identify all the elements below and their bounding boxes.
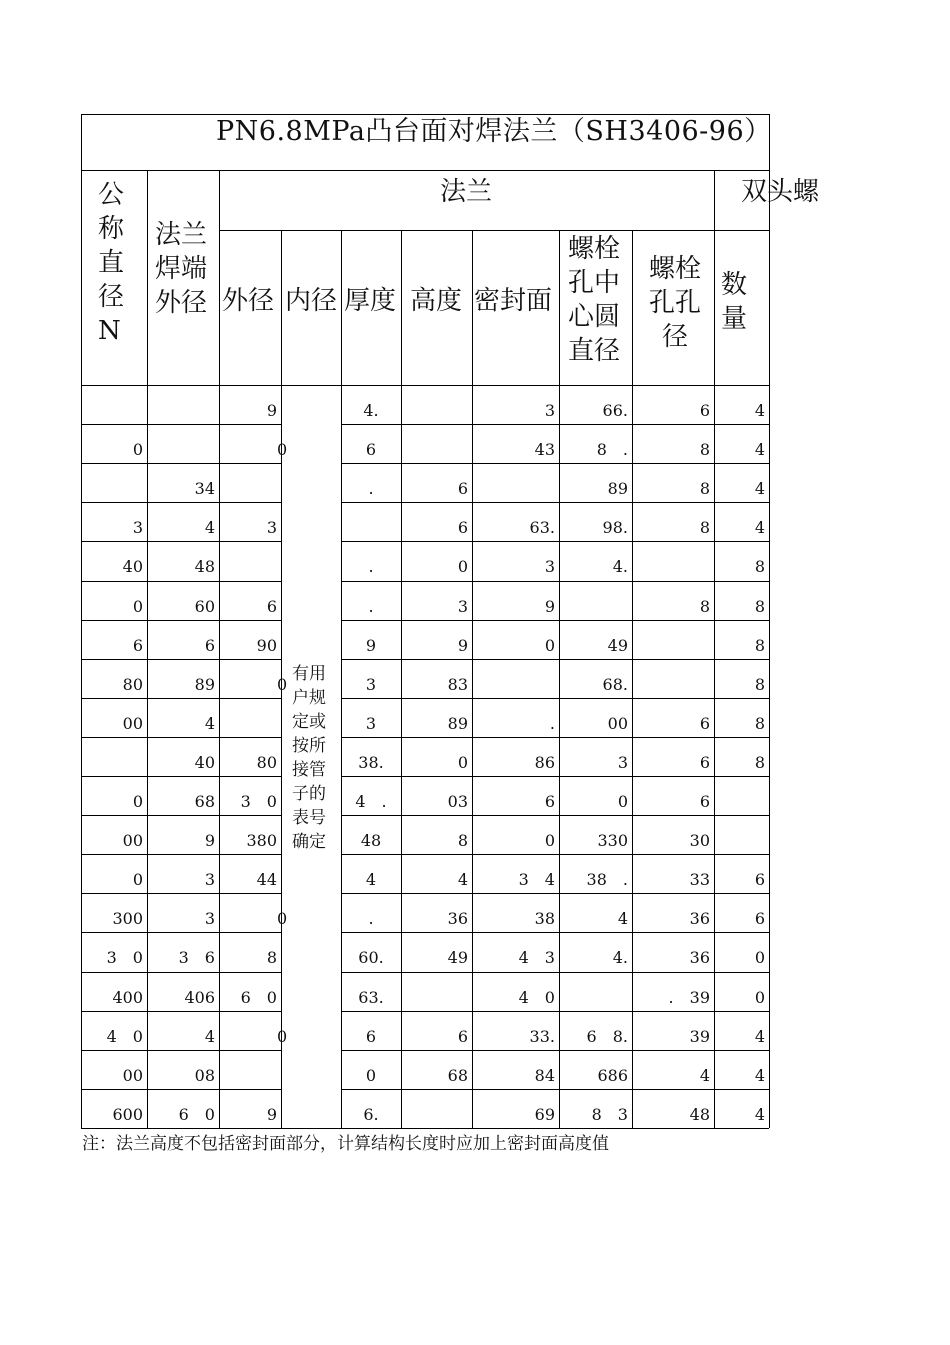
table-cell: 8	[699, 597, 710, 616]
table-cell: 8	[699, 479, 710, 498]
row-line	[341, 893, 769, 894]
row-line	[81, 541, 281, 542]
table-cell: 4.	[363, 401, 379, 420]
header-bottom-border	[81, 385, 769, 386]
table-cell: 0	[132, 597, 143, 616]
table-cell: 36	[689, 948, 710, 967]
grid-line-v	[341, 230, 342, 1128]
table-cell: 08	[194, 1066, 215, 1085]
row-line	[81, 932, 281, 933]
table-cell: 3	[365, 714, 377, 733]
row-line	[81, 776, 281, 777]
table-cell: 48	[689, 1105, 710, 1124]
row-line	[341, 424, 769, 425]
table-cell: 4	[204, 714, 215, 733]
table-cell: 4 3	[518, 948, 555, 967]
table-cell: 9	[544, 597, 555, 616]
header-bolt-count-text: 数量	[721, 270, 748, 334]
title-bottom-border	[81, 170, 769, 171]
table-cell: 8	[754, 714, 765, 733]
header-neck-od-text: 法兰焊端外径	[155, 220, 208, 318]
header-sealing-face: 密封面	[474, 286, 553, 316]
table-cell: 0	[457, 557, 468, 576]
table-cell: 48	[194, 557, 215, 576]
row-line	[341, 502, 769, 503]
table-cell: 4	[754, 1066, 765, 1085]
row-line	[341, 581, 769, 582]
table-cell: 43	[534, 440, 555, 459]
table-cell: 8	[754, 636, 765, 655]
table-cell: 4	[204, 518, 215, 537]
table-cell: 6	[204, 636, 215, 655]
header-bolt-count	[721, 268, 751, 336]
row-line	[341, 1050, 769, 1051]
table-cell: 0	[544, 636, 555, 655]
table-cell: 89	[194, 675, 215, 694]
table-cell: 68	[194, 792, 215, 811]
table-cell: 49	[607, 636, 628, 655]
row-line	[81, 581, 281, 582]
table-cell: 3 0	[240, 792, 277, 811]
row-line	[341, 815, 769, 816]
table-cell: .	[368, 909, 374, 928]
table-cell: 3	[544, 401, 555, 420]
row-line	[281, 1128, 341, 1129]
table-cell: 0	[277, 909, 288, 928]
row-line	[81, 1050, 281, 1051]
table-cell: 89	[447, 714, 468, 733]
table-cell: 6	[457, 479, 468, 498]
table-cell: 0	[132, 870, 143, 889]
table-cell: 406	[184, 988, 215, 1007]
table-cell: 4	[754, 1105, 765, 1124]
table-cell: 380	[246, 831, 277, 850]
header-neck-od	[155, 218, 215, 320]
row-line	[341, 1089, 769, 1090]
table-cell: 4	[204, 1027, 215, 1046]
table-cell: 6	[699, 714, 710, 733]
table-cell: .	[368, 597, 374, 616]
table-cell: 66.	[602, 401, 628, 420]
row-line	[341, 972, 769, 973]
table-cell: 44	[256, 870, 277, 889]
table-cell: 6 0	[240, 988, 277, 1007]
row-line	[341, 776, 769, 777]
table-cell: 8 .	[596, 440, 628, 459]
table-cell: 4	[754, 440, 765, 459]
table-cell: 98.	[602, 518, 628, 537]
table-cell: 3	[204, 909, 215, 928]
row-line	[81, 698, 281, 699]
table-cell: 6	[266, 597, 277, 616]
table-cell: 3	[365, 675, 377, 694]
table-cell: 83	[447, 675, 468, 694]
table-cell: 4	[754, 401, 765, 420]
table-cell: 30	[689, 831, 710, 850]
table-cell: 03	[447, 792, 468, 811]
table-cell: 4.	[612, 948, 628, 967]
table-cell: 9	[365, 636, 377, 655]
row-line	[81, 893, 281, 894]
table-cell: 330	[597, 831, 628, 850]
table-cell: 39	[689, 1027, 710, 1046]
table-cell: 8	[699, 518, 710, 537]
header-outer-diameter: 外径	[222, 286, 275, 316]
table-cell: 4	[754, 479, 765, 498]
table-cell: 68	[447, 1066, 468, 1085]
row-line	[81, 502, 281, 503]
grid-line-v	[401, 230, 402, 1128]
table-cell: 00	[122, 831, 143, 850]
table-cell: 49	[447, 948, 468, 967]
table-cell: 6	[699, 792, 710, 811]
table-cell: 6	[699, 401, 710, 420]
row-line	[81, 854, 281, 855]
footnote: 注：法兰高度不包括密封面部分，计算结构长度时应加上密封面高度值	[82, 1134, 609, 1154]
table-cell: 6 0	[178, 1105, 215, 1124]
table-cell: 48	[360, 831, 382, 850]
table-cell: 3	[266, 518, 277, 537]
table-cell: 0	[277, 675, 288, 694]
grid-line-v	[219, 170, 220, 1128]
table-cell: 4.	[612, 557, 628, 576]
grid-line-v	[632, 230, 633, 1128]
table-cell: 86	[534, 753, 555, 772]
table-left-border	[81, 114, 82, 1128]
row-line	[341, 1011, 769, 1012]
row-line	[341, 932, 769, 933]
table-cell: 6	[365, 440, 377, 459]
header-nominal-diameter	[98, 178, 132, 348]
table-cell: 00	[607, 714, 628, 733]
row-line	[81, 1089, 281, 1090]
row-line	[81, 1011, 281, 1012]
table-title: PN6.8MPa凸台面对焊法兰（SH3406-96）	[216, 116, 772, 147]
table-cell: 40	[194, 753, 215, 772]
table-cell: 8	[457, 831, 468, 850]
table-cell: 36	[689, 909, 710, 928]
table-cell: 0	[132, 440, 143, 459]
table-cell: 4	[365, 870, 377, 889]
row-line	[341, 1128, 769, 1129]
table-cell: 6	[365, 1027, 377, 1046]
header-flange-group: 法兰	[440, 177, 493, 207]
table-cell: 33.	[529, 1027, 555, 1046]
table-cell: 3	[544, 557, 555, 576]
table-cell: 3	[204, 870, 215, 889]
table-cell: 4 0	[106, 1027, 143, 1046]
table-cell: 68.	[602, 675, 628, 694]
table-cell: . 39	[668, 988, 710, 1007]
header-nominal-diameter-text: 公称直径 N	[98, 180, 125, 346]
table-cell: 0	[457, 753, 468, 772]
header-bolt-hole	[645, 252, 705, 354]
table-cell: 8	[754, 597, 765, 616]
row-line	[341, 463, 769, 464]
table-cell: 60	[194, 597, 215, 616]
table-cell: 63.	[358, 988, 384, 1007]
table-cell: 4 .	[355, 792, 387, 811]
table-cell: 6	[132, 636, 143, 655]
table-cell: 8	[266, 948, 277, 967]
grid-line-v	[714, 170, 715, 1128]
table-cell: 6	[544, 792, 555, 811]
header-inner-diameter: 内径	[285, 286, 338, 316]
table-cell: 3 6	[178, 948, 215, 967]
header-height: 高度	[410, 286, 463, 316]
table-cell: 38 .	[586, 870, 628, 889]
table-cell: 600	[112, 1105, 143, 1124]
table-cell: 63.	[529, 518, 555, 537]
table-cell: 9	[457, 636, 468, 655]
table-cell: .	[549, 714, 555, 733]
subheader-top-border	[219, 230, 769, 231]
table-cell: 4	[754, 1027, 765, 1046]
table-cell: 4	[457, 870, 468, 889]
table-cell: 0	[365, 1066, 377, 1085]
table-cell: 300	[112, 909, 143, 928]
table-cell: 9	[266, 1105, 277, 1124]
header-thickness: 厚度	[344, 286, 397, 316]
table-cell: 38.	[358, 753, 384, 772]
table-cell: 80	[256, 753, 277, 772]
table-cell: 9	[266, 401, 277, 420]
table-right-border	[769, 114, 770, 1128]
table-cell: 6	[457, 518, 468, 537]
table-cell: 0	[277, 1027, 288, 1046]
table-cell: 00	[122, 714, 143, 733]
table-cell: 8 3	[591, 1105, 628, 1124]
table-cell: 3 0	[106, 948, 143, 967]
table-cell: 84	[534, 1066, 555, 1085]
row-line	[81, 424, 281, 425]
table-cell: 4	[699, 1066, 710, 1085]
table-cell: 0	[754, 948, 765, 967]
row-line	[341, 541, 769, 542]
table-cell: 8	[754, 557, 765, 576]
row-line	[81, 972, 281, 973]
row-line	[81, 463, 281, 464]
table-cell: 0	[754, 988, 765, 1007]
table-cell: 6	[754, 909, 765, 928]
table-cell: 80	[122, 675, 143, 694]
table-cell: 33	[689, 870, 710, 889]
table-cell: 4	[754, 518, 765, 537]
inner-diameter-merged-text: 有用户规定或按所接管子的表号确定	[292, 664, 326, 852]
table-cell: .	[368, 557, 374, 576]
row-line	[341, 737, 769, 738]
table-cell: 38	[534, 909, 555, 928]
row-line	[81, 659, 281, 660]
row-line	[81, 1128, 281, 1129]
table-cell: 6 8.	[586, 1027, 628, 1046]
header-bolt-circle	[568, 232, 628, 368]
table-cell: 60.	[358, 948, 384, 967]
row-line	[341, 659, 769, 660]
table-cell: 6.	[363, 1105, 379, 1124]
table-cell: 6	[699, 753, 710, 772]
table-cell: 89	[607, 479, 628, 498]
row-line	[81, 737, 281, 738]
row-line	[81, 620, 281, 621]
grid-line-v	[559, 230, 560, 1128]
table-cell: 34	[194, 479, 215, 498]
row-line	[81, 815, 281, 816]
table-cell: 40	[122, 557, 143, 576]
table-cell: 3 4	[518, 870, 555, 889]
table-cell: 0	[277, 440, 288, 459]
table-cell: 4 0	[518, 988, 555, 1007]
table-cell: 3	[132, 518, 143, 537]
row-line	[341, 698, 769, 699]
table-cell: 4	[617, 909, 628, 928]
table-cell: 6	[457, 1027, 468, 1046]
grid-line-v	[472, 230, 473, 1128]
row-line	[341, 854, 769, 855]
table-cell: 686	[597, 1066, 628, 1085]
table-cell: 00	[122, 1066, 143, 1085]
table-cell: 0	[617, 792, 628, 811]
grid-line-v	[147, 170, 148, 1128]
table-cell: 400	[112, 988, 143, 1007]
table-top-border	[81, 114, 769, 115]
header-bolt-circle-text: 螺栓孔中心圆直径	[568, 234, 621, 366]
header-bolt-hole-text: 螺栓孔孔径	[648, 254, 701, 352]
table-cell: 0	[544, 831, 555, 850]
header-bolt-group: 双头螺	[741, 177, 820, 207]
table-cell: 8	[754, 753, 765, 772]
table-cell: 69	[534, 1105, 555, 1124]
table-cell: 0	[132, 792, 143, 811]
row-line	[341, 620, 769, 621]
table-cell: .	[368, 479, 374, 498]
table-cell: 9	[204, 831, 215, 850]
table-cell: 3	[617, 753, 628, 772]
table-cell: 36	[447, 909, 468, 928]
table-cell: 8	[754, 675, 765, 694]
table-cell: 90	[256, 636, 277, 655]
table-cell: 3	[457, 597, 468, 616]
table-cell: 6	[754, 870, 765, 889]
table-cell: 8	[699, 440, 710, 459]
